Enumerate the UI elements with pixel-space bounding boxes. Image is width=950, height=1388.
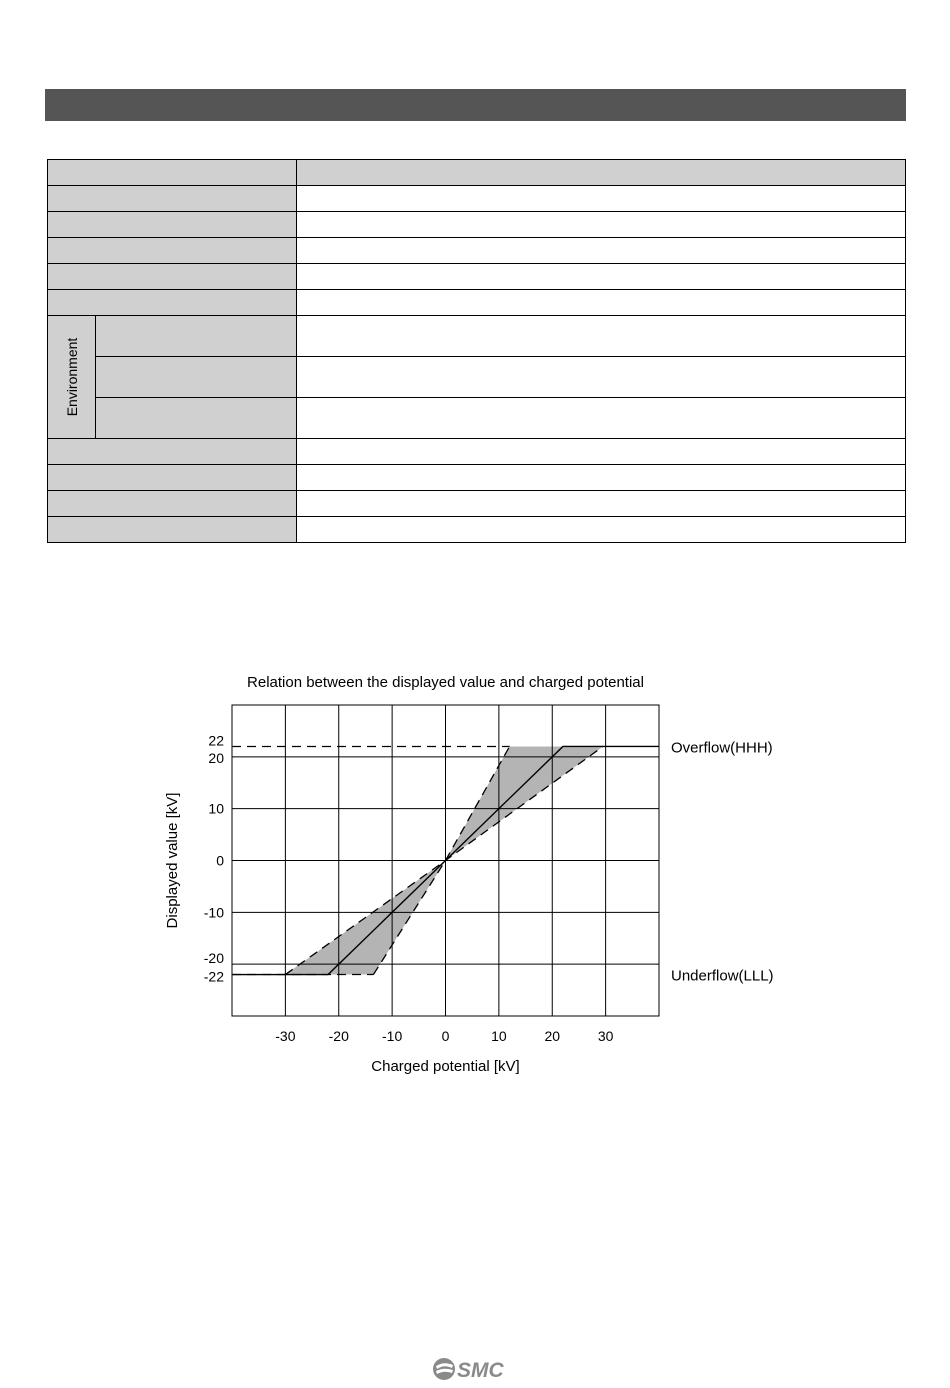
x-tick-label: -20 (328, 1028, 349, 1044)
x-tick-label: 0 (441, 1028, 450, 1044)
smc-logo-mark (433, 1358, 505, 1382)
y-tick-label: -10 (203, 904, 224, 921)
y-tick-label: 22 (208, 732, 224, 749)
y-axis-label: Displayed value [kV] (164, 792, 181, 929)
svg-text:SMC: SMC (457, 1359, 504, 1382)
x-tick-label: 20 (544, 1028, 561, 1044)
smc-logo (432, 1355, 522, 1383)
x-tick-label: -10 (382, 1028, 403, 1044)
underflow-annotation: Underflow(LLL) (671, 967, 774, 985)
y-tick-label: 0 (216, 852, 224, 869)
x-tick-label: 10 (491, 1028, 507, 1044)
x-axis-label: Charged potential [kV] (371, 1058, 520, 1075)
x-tick-label: 30 (597, 1028, 614, 1044)
chart-title: Relation between the displayed value and charged potential (247, 674, 644, 691)
y-tick-label: 10 (208, 800, 224, 817)
x-tick-label: -30 (275, 1028, 296, 1044)
overflow-annotation: Overflow(HHH) (671, 739, 773, 757)
y-tick-label: -22 (203, 968, 224, 985)
y-tick-label: 20 (208, 749, 224, 766)
y-tick-label: -20 (203, 950, 224, 967)
environment-label: Environment (63, 337, 80, 417)
